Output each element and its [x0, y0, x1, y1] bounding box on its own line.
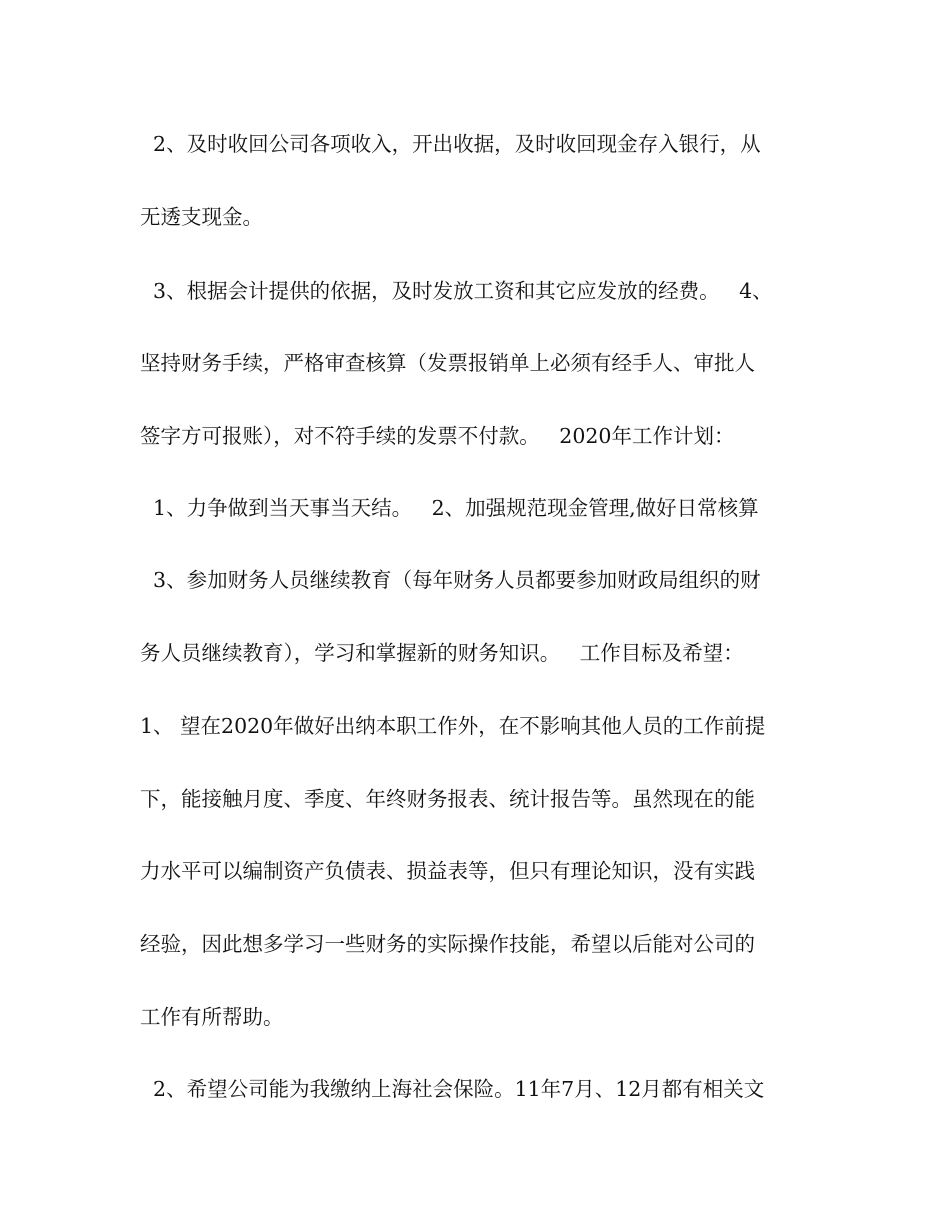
text-line-1: 2、及时收回公司各项收入，开出收据，及时收回现金存入银行，从 [140, 132, 761, 156]
text-line-3: 3、根据会计提供的依据，及时发放工资和其它应发放的经费。 4、 [140, 279, 773, 303]
text-line-7: 3、参加财务人员继续教育（每年财务人员都要参加财政局组织的财 [140, 568, 761, 592]
text-line-12: 经验，因此想多学习一些财务的实际操作技能，希望以后能对公司的 [140, 932, 755, 956]
text-line-10: 下，能接触月度、季度、年终财务报表、统计报告等。虽然现在的能 [140, 787, 755, 811]
text-line-14: 2、希望公司能为我缴纳上海社会保险。11年7月、12月都有相关文 [140, 1077, 765, 1101]
text-line-9: 1、 望在2020年做好出纳本职工作外，在不影响其他人员的工作前提 [140, 714, 766, 738]
text-line-8: 务人员继续教育），学习和掌握新的财务知识。 工作目标及希望： [140, 641, 744, 665]
text-line-2: 无透支现金。 [140, 205, 263, 229]
text-line-11: 力水平可以编制资产负债表、损益表等，但只有理论知识，没有实践 [140, 859, 755, 883]
text-line-4: 坚持财务手续，严格审查核算（发票报销单上必须有经手人、审批人 [140, 351, 755, 375]
text-line-13: 工作有所帮助。 [140, 1005, 284, 1029]
text-line-5: 签字方可报账），对不符手续的发票不付款。 2020年工作计划： [140, 424, 735, 448]
text-line-6: 1、力争做到当天事当天结。 2、加强规范现金管理,做好日常核算 [140, 496, 759, 520]
